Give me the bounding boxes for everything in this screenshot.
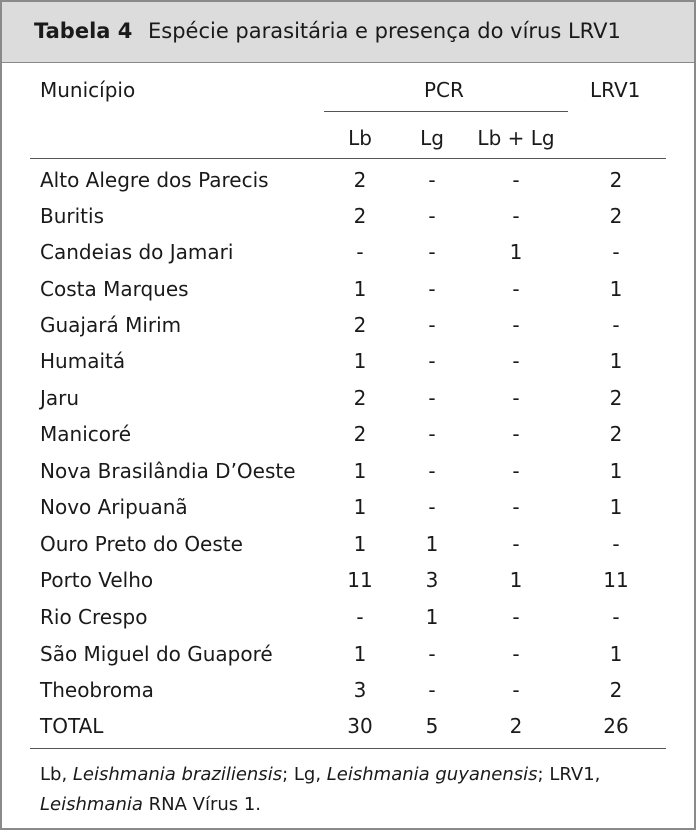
cell-lb-lg: - — [512, 313, 520, 337]
cell-lb: 2 — [353, 204, 367, 228]
cell-municipio: Ouro Preto do Oeste — [40, 532, 243, 556]
cell-municipio: Theobroma — [40, 678, 154, 702]
table-row — [0, 204, 696, 240]
cell-lb-lg: - — [512, 495, 520, 519]
cell-lg: - — [428, 349, 436, 373]
cell-municipio: São Miguel do Guaporé — [40, 642, 273, 666]
table-row-total — [0, 714, 696, 750]
cell-lg: 1 — [425, 532, 439, 556]
table-row — [0, 642, 696, 678]
cell-lb-lg: - — [512, 532, 520, 556]
table-row — [0, 168, 696, 204]
cell-lg: - — [428, 642, 436, 666]
cell-lb: 11 — [347, 568, 373, 592]
cell-lb: 1 — [353, 277, 367, 301]
cell-municipio: Rio Crespo — [40, 605, 148, 629]
table-row — [0, 240, 696, 276]
cell-municipio: Buritis — [40, 204, 104, 228]
cell-lg: - — [428, 422, 436, 446]
footnote-lrv-genus: Leishmania — [40, 794, 143, 815]
cell-lb: 2 — [353, 422, 367, 446]
cell-lb: 1 — [353, 532, 367, 556]
cell-lrv1: 2 — [609, 678, 623, 702]
cell-municipio: Humaitá — [40, 349, 126, 373]
cell-lb: 30 — [347, 714, 373, 738]
cell-lrv1: 2 — [609, 386, 623, 410]
table-row — [0, 605, 696, 641]
cell-lb: 2 — [353, 168, 367, 192]
table-row — [0, 313, 696, 349]
cell-lrv1: 2 — [609, 204, 623, 228]
cell-municipio: Novo Aripuanã — [40, 495, 188, 519]
cell-municipio: Costa Marques — [40, 277, 189, 301]
cell-lb: 1 — [353, 459, 367, 483]
cell-lrv1: - — [612, 313, 620, 337]
cell-lb-lg: - — [512, 386, 520, 410]
cell-lg: - — [428, 204, 436, 228]
cell-lrv1: 1 — [609, 495, 623, 519]
cell-municipio: Jaru — [40, 386, 80, 410]
table-row — [0, 495, 696, 531]
cell-lb-lg: 1 — [509, 568, 523, 592]
cell-lb: 2 — [353, 386, 367, 410]
cell-municipio: TOTAL — [40, 714, 104, 738]
cell-lb: 1 — [353, 642, 367, 666]
header-bottom-rule — [30, 158, 666, 159]
cell-lb-lg: - — [512, 642, 520, 666]
cell-lrv1: - — [612, 605, 620, 629]
cell-lrv1: 26 — [603, 714, 629, 738]
cell-lb-lg: 1 — [509, 240, 523, 264]
footnote-lrv-rest: RNA Vírus 1. — [142, 794, 262, 815]
cell-lb-lg: - — [512, 678, 520, 702]
header-pcr: PCR — [424, 78, 464, 102]
cell-lb: 1 — [353, 349, 367, 373]
cell-municipio: Alto Alegre dos Parecis — [40, 168, 269, 192]
cell-lrv1: 1 — [609, 277, 623, 301]
cell-lrv1: 2 — [609, 422, 623, 446]
table-caption — [2, 2, 694, 63]
cell-lb-lg: - — [512, 204, 520, 228]
header-lrv1: LRV1 — [590, 78, 641, 102]
cell-lg: - — [428, 495, 436, 519]
table-bottom-rule — [30, 748, 666, 749]
footnote-lb-full: Leishmania braziliensis — [72, 764, 283, 785]
pcr-group-rule — [324, 111, 568, 112]
cell-lrv1: 11 — [603, 568, 629, 592]
cell-lb: - — [356, 605, 364, 629]
table-row — [0, 277, 696, 313]
cell-municipio: Manicoré — [40, 422, 132, 446]
table-row — [0, 678, 696, 714]
cell-lg: 1 — [425, 605, 439, 629]
cell-lb: 1 — [353, 495, 367, 519]
cell-lg: - — [428, 313, 436, 337]
cell-lg: 5 — [425, 714, 439, 738]
cell-lrv1: - — [612, 240, 620, 264]
table-footnote — [40, 760, 660, 820]
cell-lg: - — [428, 240, 436, 264]
cell-lrv1: 1 — [609, 459, 623, 483]
table-row — [0, 422, 696, 458]
header-lb: Lb — [348, 126, 372, 150]
footnote-lb-abbr: Lb, — [40, 764, 73, 785]
cell-municipio: Candeias do Jamari — [40, 240, 234, 264]
cell-lb-lg: - — [512, 459, 520, 483]
footnote-sep-1: ; Lg, — [282, 764, 327, 785]
cell-lb: 3 — [353, 678, 367, 702]
cell-lb: 2 — [353, 313, 367, 337]
table-number: Tabela 4 — [34, 19, 133, 43]
cell-lg: - — [428, 277, 436, 301]
table-title: Espécie parasitária e presença do vírus LRV1 — [148, 19, 621, 43]
footnote-sep-2: ; LRV1, — [537, 764, 601, 785]
table-row — [0, 386, 696, 422]
header-lb-lg: Lb + Lg — [477, 126, 555, 150]
table-row — [0, 532, 696, 568]
cell-lb-lg: - — [512, 605, 520, 629]
cell-lb-lg: - — [512, 277, 520, 301]
cell-lb-lg: - — [512, 349, 520, 373]
cell-lb-lg: - — [512, 168, 520, 192]
header-municipio: Município — [40, 78, 136, 102]
cell-lg: - — [428, 168, 436, 192]
cell-lb-lg: 2 — [509, 714, 523, 738]
cell-lg: - — [428, 678, 436, 702]
cell-lrv1: - — [612, 532, 620, 556]
cell-lrv1: 1 — [609, 349, 623, 373]
footnote-lg-full: Leishmania guyanensis — [326, 764, 538, 785]
cell-lg: - — [428, 459, 436, 483]
cell-lrv1: 1 — [609, 642, 623, 666]
cell-municipio: Guajará Mirim — [40, 313, 182, 337]
table-row — [0, 349, 696, 385]
table-row — [0, 568, 696, 604]
cell-lg: - — [428, 386, 436, 410]
cell-lg: 3 — [425, 568, 439, 592]
cell-lrv1: 2 — [609, 168, 623, 192]
cell-municipio: Porto Velho — [40, 568, 154, 592]
cell-municipio: Nova Brasilândia D’Oeste — [40, 459, 296, 483]
header-lg: Lg — [420, 126, 444, 150]
cell-lb: - — [356, 240, 364, 264]
cell-lb-lg: - — [512, 422, 520, 446]
table-row — [0, 459, 696, 495]
